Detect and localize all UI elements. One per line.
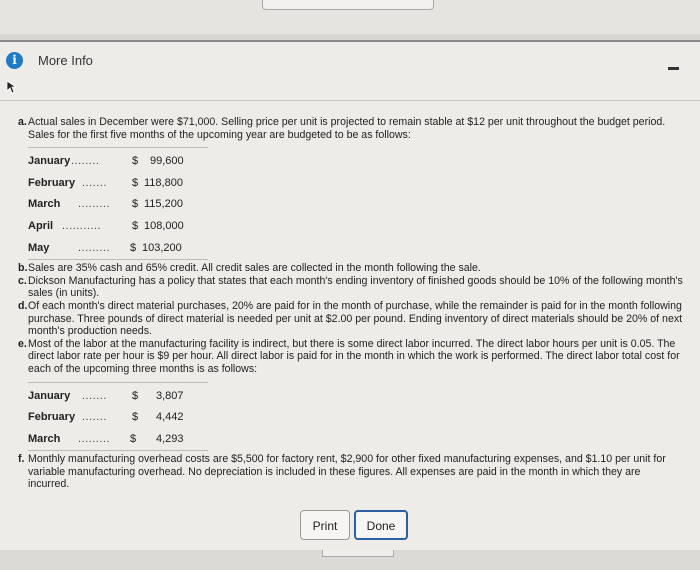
leader-dots: ......... xyxy=(78,241,111,254)
month-label: March xyxy=(28,198,61,211)
month-label: March xyxy=(28,432,61,445)
background-window-strip xyxy=(0,0,700,34)
info-item-f xyxy=(18,453,683,491)
info-content xyxy=(18,116,683,491)
info-item-d xyxy=(18,300,683,338)
info-item-e xyxy=(18,338,683,376)
titlebar-divider xyxy=(0,100,700,101)
month-label: January xyxy=(28,155,71,168)
dialog-title: More Info xyxy=(38,53,93,68)
info-item-a xyxy=(18,116,683,141)
item-label: d. xyxy=(18,299,28,312)
currency-symbol: $ xyxy=(130,432,137,445)
currency-symbol: $ xyxy=(130,241,137,254)
table-row xyxy=(28,386,208,408)
item-text: Dickson Manufacturing has a policy that states that each month's ending inventory of finished goods should be 10% of the following month's sales (in units). xyxy=(28,274,683,300)
leader-dots: ......... xyxy=(78,432,111,445)
item-label: a. xyxy=(18,116,27,128)
item-text: Of each month's direct material purchases, 20% are paid for in the month of purchase, while the remainder is paid for in the month following purchase. Three pounds of direct material is needed per unit at $2.00 per pound. Ending inventory of direct materials should be 20% of next month's production needs. xyxy=(28,299,683,338)
month-label: February xyxy=(28,176,76,189)
sales-amount: 99,600 xyxy=(150,155,184,168)
month-label: January xyxy=(28,389,71,402)
background-button-stub xyxy=(262,0,434,10)
currency-symbol: $ xyxy=(132,389,139,402)
labor-table xyxy=(28,382,208,452)
item-text: Most of the labor at the manufacturing facility is indirect, but there is some direct labor incurred. The direct labor hours per unit is 0.05. The direct labor rate per hour is $9 per hour. All direct labor is paid for in the month in which the work is performed. The direct labor total cost for each of the upcoming three months is as follows: xyxy=(28,337,680,375)
table-row xyxy=(28,151,208,173)
dialog-footer xyxy=(0,500,700,552)
sales-amount: 108,000 xyxy=(144,219,184,232)
currency-symbol: $ xyxy=(132,176,139,189)
item-label: b. xyxy=(18,262,28,275)
sales-amount: 118,800 xyxy=(144,176,183,189)
background-element-stub xyxy=(322,550,394,557)
month-label: April xyxy=(28,219,54,232)
item-text: Actual sales in December were $71,000. Selling price per unit is projected to remain stable at $12 per unit throughout the budget period. Sales for the first five months of the upcoming year are budgeted to be as follows: xyxy=(28,116,666,141)
table-row xyxy=(28,194,208,216)
sales-table xyxy=(28,147,208,260)
mouse-cursor-icon xyxy=(6,80,18,94)
background-window-bottom xyxy=(0,550,700,570)
leader-dots: ....... xyxy=(82,411,107,424)
labor-amount: 4,293 xyxy=(156,432,184,445)
labor-amount: 4,442 xyxy=(156,411,184,424)
info-item-b xyxy=(18,262,683,275)
leader-dots: ....... xyxy=(82,176,107,189)
currency-symbol: $ xyxy=(132,411,139,424)
table-row xyxy=(28,407,208,429)
table-row xyxy=(28,173,208,195)
info-icon: i xyxy=(6,52,23,69)
sales-amount: 115,200 xyxy=(144,198,183,211)
currency-symbol: $ xyxy=(132,219,139,232)
leader-dots: ........... xyxy=(62,219,102,232)
month-label: February xyxy=(28,411,76,424)
item-label: c. xyxy=(18,274,27,287)
item-label: f. xyxy=(18,453,25,466)
currency-symbol: $ xyxy=(132,198,139,211)
currency-symbol: $ xyxy=(132,155,139,168)
leader-dots: ......... xyxy=(78,198,111,211)
table-row xyxy=(28,216,208,238)
item-label: e. xyxy=(18,337,27,350)
more-info-dialog xyxy=(0,40,700,552)
labor-amount: 3,807 xyxy=(156,389,184,402)
minimize-icon[interactable] xyxy=(668,67,679,70)
item-text: Sales are 35% cash and 65% credit. All credit sales are collected in the month following the sale. xyxy=(28,262,481,275)
sales-amount: 103,200 xyxy=(142,241,182,254)
done-button[interactable]: Done xyxy=(354,510,408,540)
item-text: Monthly manufacturing overhead costs are $5,500 for factory rent, $2,900 for other fixed manufacturing expenses, and $1.10 per unit for variable manufacturing overhead. No depreciation is included in these figures. All expenses are paid in the month in which they are incurred. xyxy=(28,453,666,491)
month-label: May xyxy=(28,241,50,254)
table-row xyxy=(28,429,208,452)
info-item-c xyxy=(18,275,683,300)
print-button[interactable]: Print xyxy=(300,510,350,540)
leader-dots: ........ xyxy=(71,155,100,168)
table-row xyxy=(28,238,208,261)
leader-dots: ....... xyxy=(82,389,107,402)
dialog-titlebar xyxy=(0,42,700,78)
